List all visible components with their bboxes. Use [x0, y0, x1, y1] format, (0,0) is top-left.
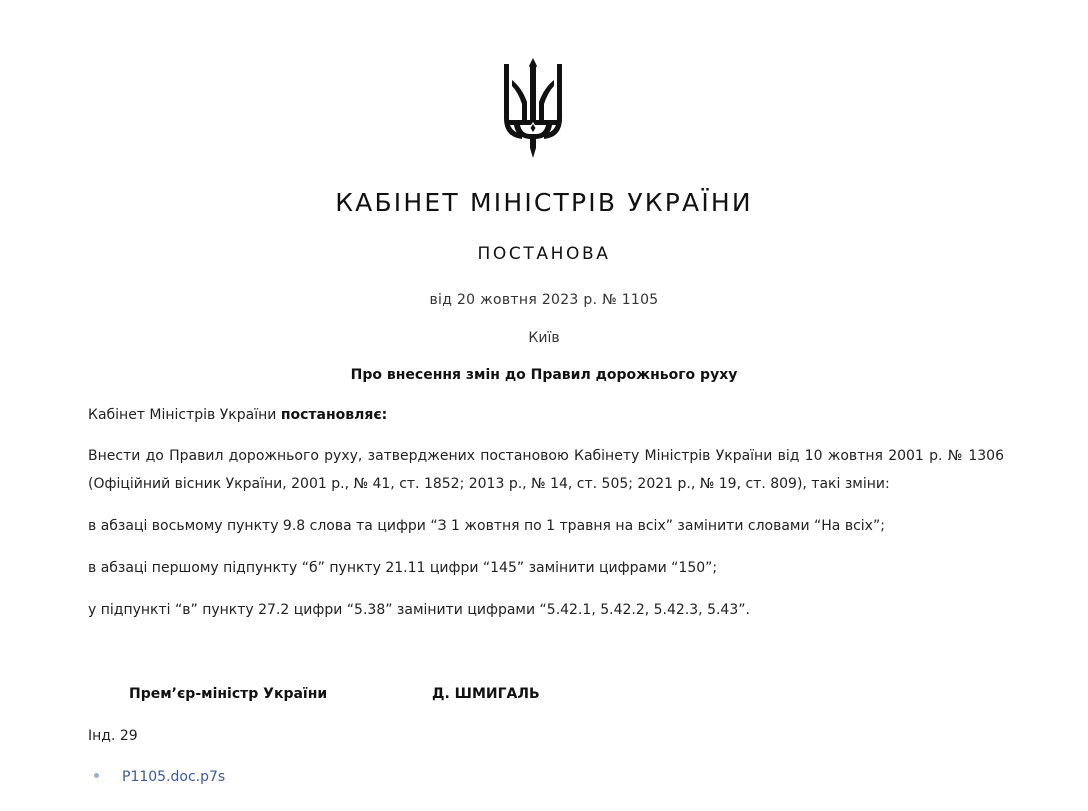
- document-index: Інд. 29: [88, 728, 138, 744]
- document-date-number: від 20 жовтня 2023 р. № 1105: [429, 292, 659, 308]
- attachment-link[interactable]: P1105.doc.p7s: [122, 769, 226, 785]
- document-city: Київ: [528, 330, 560, 346]
- intro-paragraph: [88, 401, 1004, 429]
- document-subject: Про внесення змін до Правил дорожнього руху: [350, 367, 738, 383]
- intro-verb: постановляє:: [280, 407, 388, 423]
- organization-title: КАБІНЕТ МІНІСТРІВ УКРАЇНИ: [335, 188, 753, 217]
- body-paragraph: Внести до Правил дорожнього руху, затверджених постановою Кабінету Міністрів України від 10 жовтня 2001 р. № 1306 (Офіційний вісник України, 2001 р., № 41, ст. 1852; 2013 р., № 14, ст. 505; 2021 р., № 19, ст. 809), такі зміни:: [88, 448, 1004, 492]
- document-type: ПОСТАНОВА: [477, 244, 611, 264]
- signatory-role: Прем’єр-міністр України: [129, 686, 328, 702]
- body-paragraph: в абзаці восьмому пункту 9.8 слова та цифри “З 1 жовтня по 1 травня на всіх” замінити словами “На всіх”;: [88, 518, 885, 534]
- attachment-list-item: [94, 765, 225, 789]
- intro-text: Кабінет Міністрів України: [88, 407, 281, 423]
- signatory-name: Д. ШМИГАЛЬ: [432, 686, 540, 702]
- body-paragraph: у підпункті “в” пункту 27.2 цифри “5.38” замінити цифрами “5.42.1, 5.42.2, 5.42.3, 5.43”.: [88, 602, 750, 618]
- body-paragraph: в абзаці першому підпункту “б” пункту 21.11 цифри “145” замінити цифрами “150”;: [88, 560, 718, 576]
- bullet-dot-icon: [94, 773, 99, 778]
- trident-coat-of-arms-icon: [500, 58, 566, 160]
